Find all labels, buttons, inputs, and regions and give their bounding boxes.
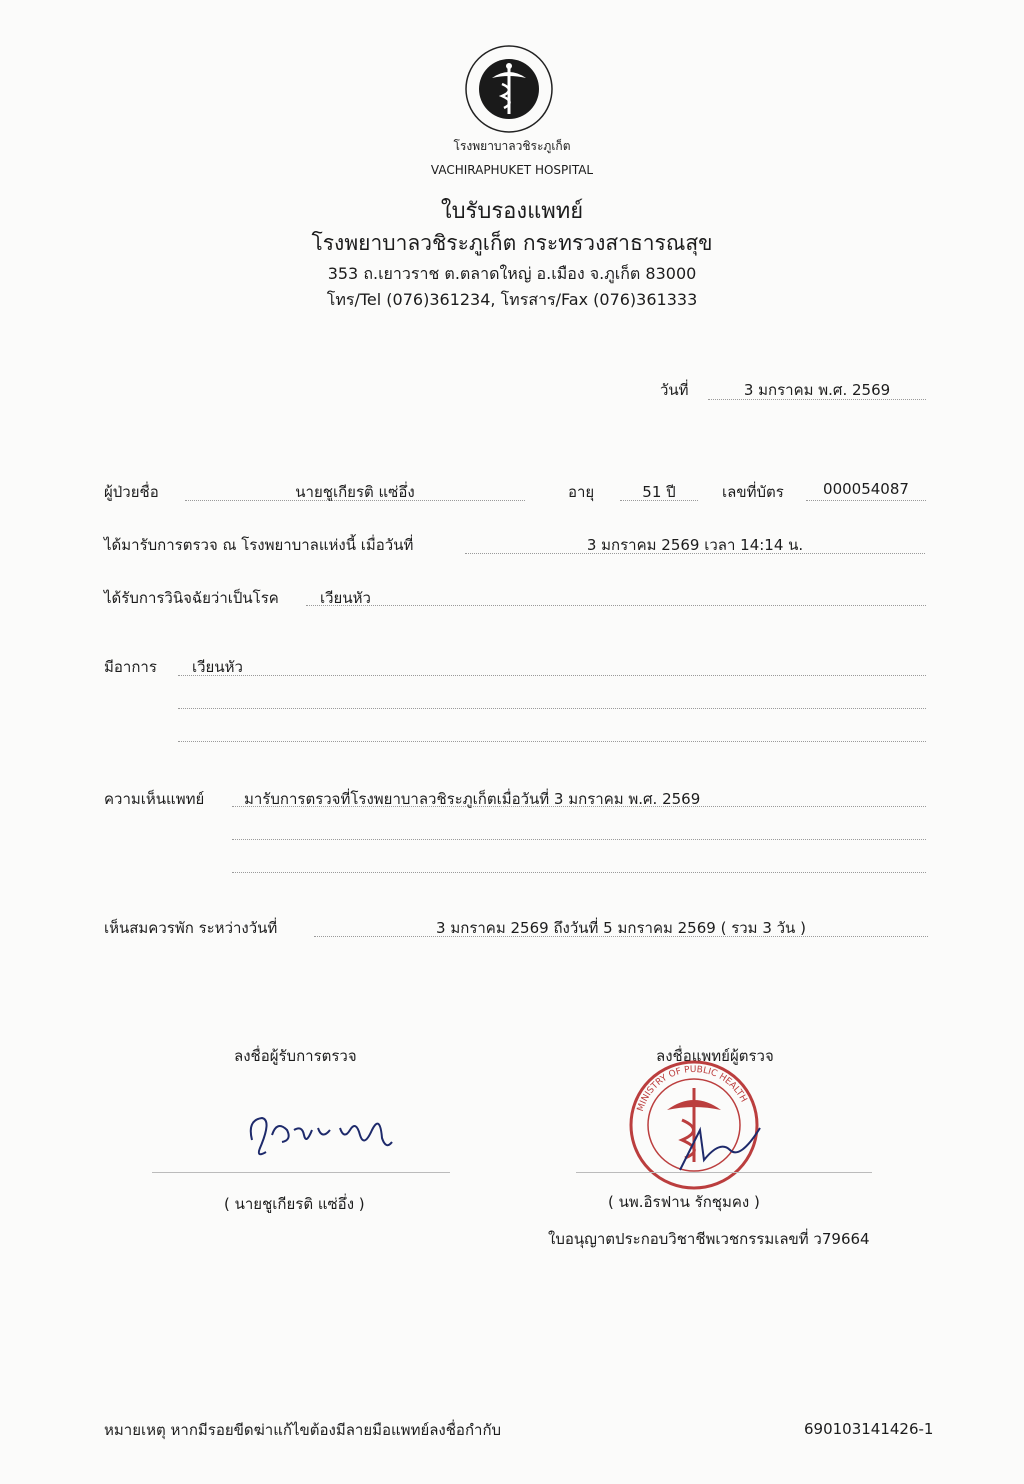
- card-number-label: เลขที่บัตร: [722, 483, 784, 501]
- symptoms-value: เวียนหัว: [192, 658, 243, 676]
- doctor-opinion-value: มารับการตรวจที่โรงพยาบาลวชิระภูเก็ตเมื่อวันที่ 3 มกราคม พ.ศ. 2569: [244, 790, 701, 808]
- exam-date-label: ได้มารับการตรวจ ณ โรงพยาบาลแห่งนี้ เมื่อวันที่: [104, 536, 414, 554]
- diagnosis-label: ได้รับการวินิจฉัยว่าเป็นโรค: [104, 589, 279, 607]
- diagnosis-value: เวียนหัว: [320, 589, 371, 607]
- hospital-contact: โทร/Tel (076)361234, โทรสาร/Fax (076)361333: [326, 290, 698, 309]
- doctor-opinion-label: ความเห็นแพทย์: [104, 790, 205, 808]
- rest-period-label: เห็นสมควรพัก ระหว่างวันที่: [104, 919, 278, 937]
- age-value: 51 ปี: [642, 483, 676, 501]
- doctor-license: ใบอนุญาตประกอบวิชาชีพเวชกรรมเลขที่ ว79664: [548, 1230, 870, 1248]
- exam-date-value: 3 มกราคม 2569 เวลา 14:14 น.: [586, 536, 804, 554]
- document-title: ใบรับรองแพทย์: [440, 199, 584, 224]
- patient-signature-label: ลงชื่อผู้รับการตรวจ: [234, 1047, 357, 1065]
- document-number: 690103141426-1: [804, 1420, 934, 1438]
- doctor-signature: [660, 1120, 780, 1180]
- patient-printed-name: ( นายชูเกียรติ แซ่อึ่ง ): [224, 1195, 365, 1213]
- ministry-logo-icon: [464, 44, 554, 134]
- patient-name-label: ผู้ป่วยชื่อ: [104, 483, 159, 501]
- rest-period-value: 3 มกราคม 2569 ถึงวันที่ 5 มกราคม 2569 ( รวม 3 วัน ): [436, 919, 806, 937]
- hospital-name-th-small: โรงพยาบาลวชิระภูเก็ต: [453, 139, 571, 153]
- patient-signature: [232, 1100, 412, 1160]
- date-value: 3 มกราคม พ.ศ. 2569: [743, 381, 891, 399]
- doctor-printed-name: ( นพ.อิรฟาน รักชุมคง ): [608, 1193, 760, 1211]
- hospital-address: 353 ถ.เยาวราช ต.ตลาดใหญ่ อ.เมือง จ.ภูเก็ต 83000: [327, 264, 697, 283]
- age-label: อายุ: [568, 483, 595, 501]
- organization-line: โรงพยาบาลวชิระภูเก็ต กระทรวงสาธารณสุข: [311, 231, 713, 255]
- symptoms-label: มีอาการ: [104, 658, 157, 676]
- date-label: วันที่: [660, 381, 689, 399]
- footer-note: หมายเหตุ หากมีรอยขีดฆ่าแก้ไขต้องมีลายมือแพทย์ลงชื่อกำกับ: [104, 1421, 502, 1439]
- patient-name: นายชูเกียรติ แซ่อึ่ง: [295, 483, 415, 501]
- stamp-text: MINISTRY OF PUBLIC HEALTH: [635, 1064, 749, 1113]
- doctor-signature-label: ลงชื่อแพทย์ผู้ตรวจ: [656, 1047, 774, 1065]
- hospital-name-en: VACHIRAPHUKET HOSPITAL: [430, 163, 594, 177]
- card-number: 000054087: [823, 480, 909, 498]
